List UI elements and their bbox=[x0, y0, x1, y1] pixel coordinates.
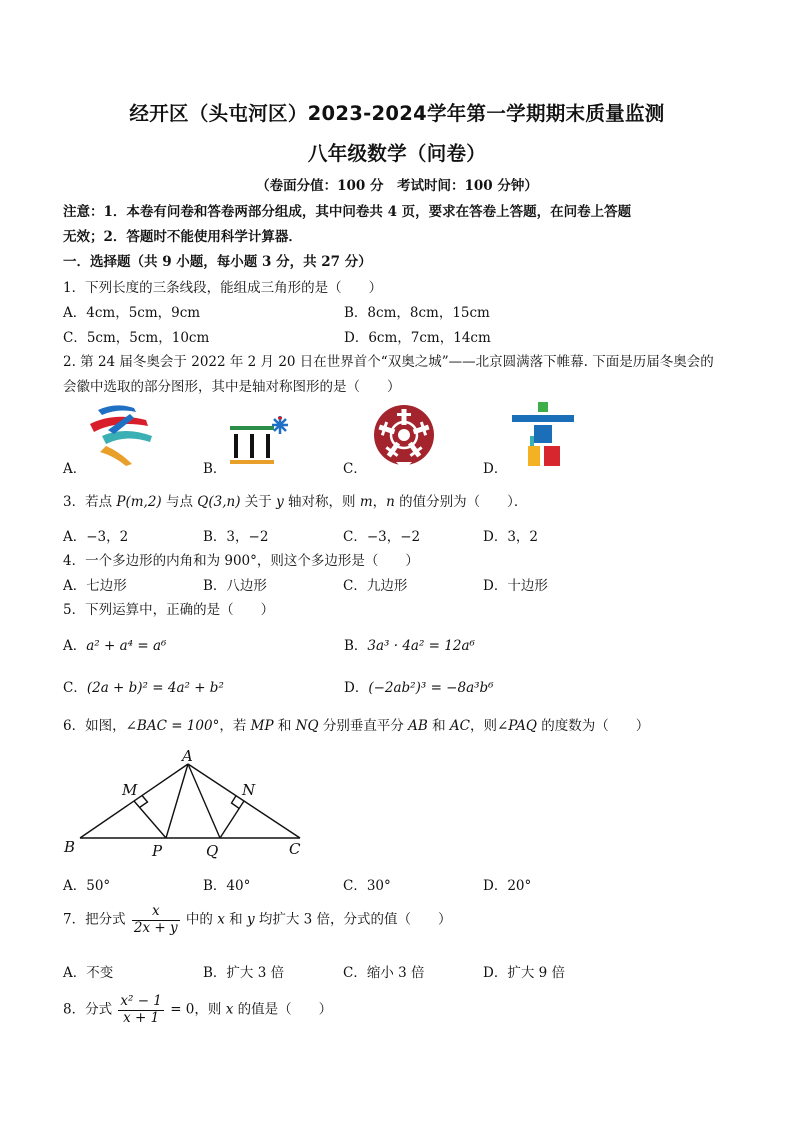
page-title: 经开区（头屯河区）2023-2024学年第一学期期末质量监测 bbox=[129, 102, 665, 125]
q6-option-a: A．50° bbox=[63, 878, 111, 894]
label-a: A bbox=[182, 748, 193, 765]
q1-option-a: A．4cm，5cm，9cm bbox=[63, 305, 201, 321]
q7-option-a: A．不变 bbox=[63, 965, 114, 981]
beijing-2022-emblem bbox=[86, 400, 161, 468]
right-angle-m bbox=[140, 796, 148, 808]
q5-option-b: B．3a³ · 4a² = 12a⁶ bbox=[344, 638, 475, 654]
q6-option-d: D．20° bbox=[483, 878, 532, 894]
q7-option-d: D．扩大 9 倍 bbox=[483, 965, 565, 981]
q5-stem: 5．下列运算中，正确的是（ ） bbox=[63, 602, 275, 618]
q4-option-a: A．七边形 bbox=[63, 578, 127, 594]
segment-ap bbox=[166, 764, 188, 838]
q2-option-b: B． bbox=[203, 461, 227, 477]
q8-stem: 8．分式 $\frac{\text{x² − 1}}{x + 1}$ = 0，则 x 的值是（ ） bbox=[63, 993, 333, 1026]
notice-line-1: 注意：1．本卷有问卷和答卷两部分组成，其中问卷共 4 页，要求在答卷上答题，在问卷上答题 bbox=[63, 204, 632, 220]
q4-option-c: C．九边形 bbox=[343, 578, 408, 594]
q2-stem-line-2: 会徽中选取的部分图形，其中是轴对称图形的是（ ） bbox=[63, 379, 401, 395]
q7-fraction: $\frac{x}{2x + y}$ bbox=[133, 903, 178, 936]
label-q: Q bbox=[206, 842, 219, 860]
label-n: N bbox=[242, 781, 256, 799]
q5-option-c: C．(2a + b)² = 4a² + b² bbox=[63, 680, 224, 696]
gate-emblem bbox=[226, 412, 298, 468]
segment-nq bbox=[220, 801, 244, 838]
section-heading: 一．选择题（共 9 小题，每小题 3 分，共 27 分） bbox=[63, 254, 372, 270]
q7-stem: 7．把分式 $\frac{x}{2x + y}$ 中的 x 和 y 均扩大 3 倍，分式的值（ ） bbox=[63, 903, 452, 936]
q1-option-d: D．6cm，7cm，14cm bbox=[344, 330, 491, 346]
q3-option-b: B．3，−2 bbox=[203, 529, 269, 545]
q1-option-c: C．5cm，5cm，10cm bbox=[63, 330, 210, 346]
q4-option-b: B．八边形 bbox=[203, 578, 267, 594]
label-p: P bbox=[152, 842, 163, 860]
q4-stem: 4．一个多边形的内角和为 900°，则这个多边形是（ ） bbox=[63, 553, 419, 569]
q4-option-d: D．十边形 bbox=[483, 578, 548, 594]
q2-option-a: A． bbox=[63, 461, 87, 477]
inukshuk-emblem bbox=[508, 400, 578, 470]
snowflake-emblem bbox=[368, 400, 440, 470]
q6-stem: 6．如图，∠BAC = 100°，若 MP 和 NQ 分别垂直平分 AB 和 AC，则∠PAQ 的度数为（ ） bbox=[63, 718, 650, 734]
q8-fraction: $\frac{\text{x² − 1}}{x + 1}$ bbox=[120, 993, 162, 1026]
q2-stem-line-1: 2. 第 24 届冬奥会于 2022 年 2 月 20 日在世界首个“双奥之城”——北京圆满落下帷幕. 下面是历届冬奥会的 bbox=[63, 354, 714, 370]
page-subtitle: 八年级数学（问卷） bbox=[307, 142, 487, 165]
q3-option-c: C．−3，−2 bbox=[343, 529, 421, 545]
triangle-figure bbox=[60, 748, 320, 863]
q3-option-a: A．−3，2 bbox=[63, 529, 129, 545]
exam-info: （卷面分值：100 分 考试时间：100 分钟） bbox=[256, 178, 538, 194]
segment-mp bbox=[134, 801, 166, 838]
q1-stem: 1．下列长度的三条线段，能组成三角形的是（ ） bbox=[63, 280, 383, 296]
q5-option-a: A．a² + a⁴ = a⁶ bbox=[63, 638, 167, 654]
q7-option-b: B．扩大 3 倍 bbox=[203, 965, 285, 981]
q6-option-c: C．30° bbox=[343, 878, 391, 894]
notice-line-2: 无效；2．答题时不能使用科学计算器． bbox=[63, 229, 302, 245]
q2-option-c: C． bbox=[343, 461, 367, 477]
q1-option-b: B．8cm，8cm，15cm bbox=[344, 305, 490, 321]
label-b: B bbox=[64, 838, 76, 856]
q2-option-d: D． bbox=[483, 461, 508, 477]
q7-option-c: C．缩小 3 倍 bbox=[343, 965, 425, 981]
q6-option-b: B．40° bbox=[203, 878, 251, 894]
label-m: M bbox=[122, 781, 138, 799]
q3-option-d: D．3，2 bbox=[483, 529, 539, 545]
label-c: C bbox=[289, 840, 301, 858]
q5-option-d: D．(−2ab²)³ = −8a³b⁶ bbox=[344, 680, 494, 696]
q3-stem: 3．若点 P(m,2) 与点 Q(3,n) 关于 y 轴对称，则 m，n 的值分别为（ ）． bbox=[63, 494, 528, 510]
